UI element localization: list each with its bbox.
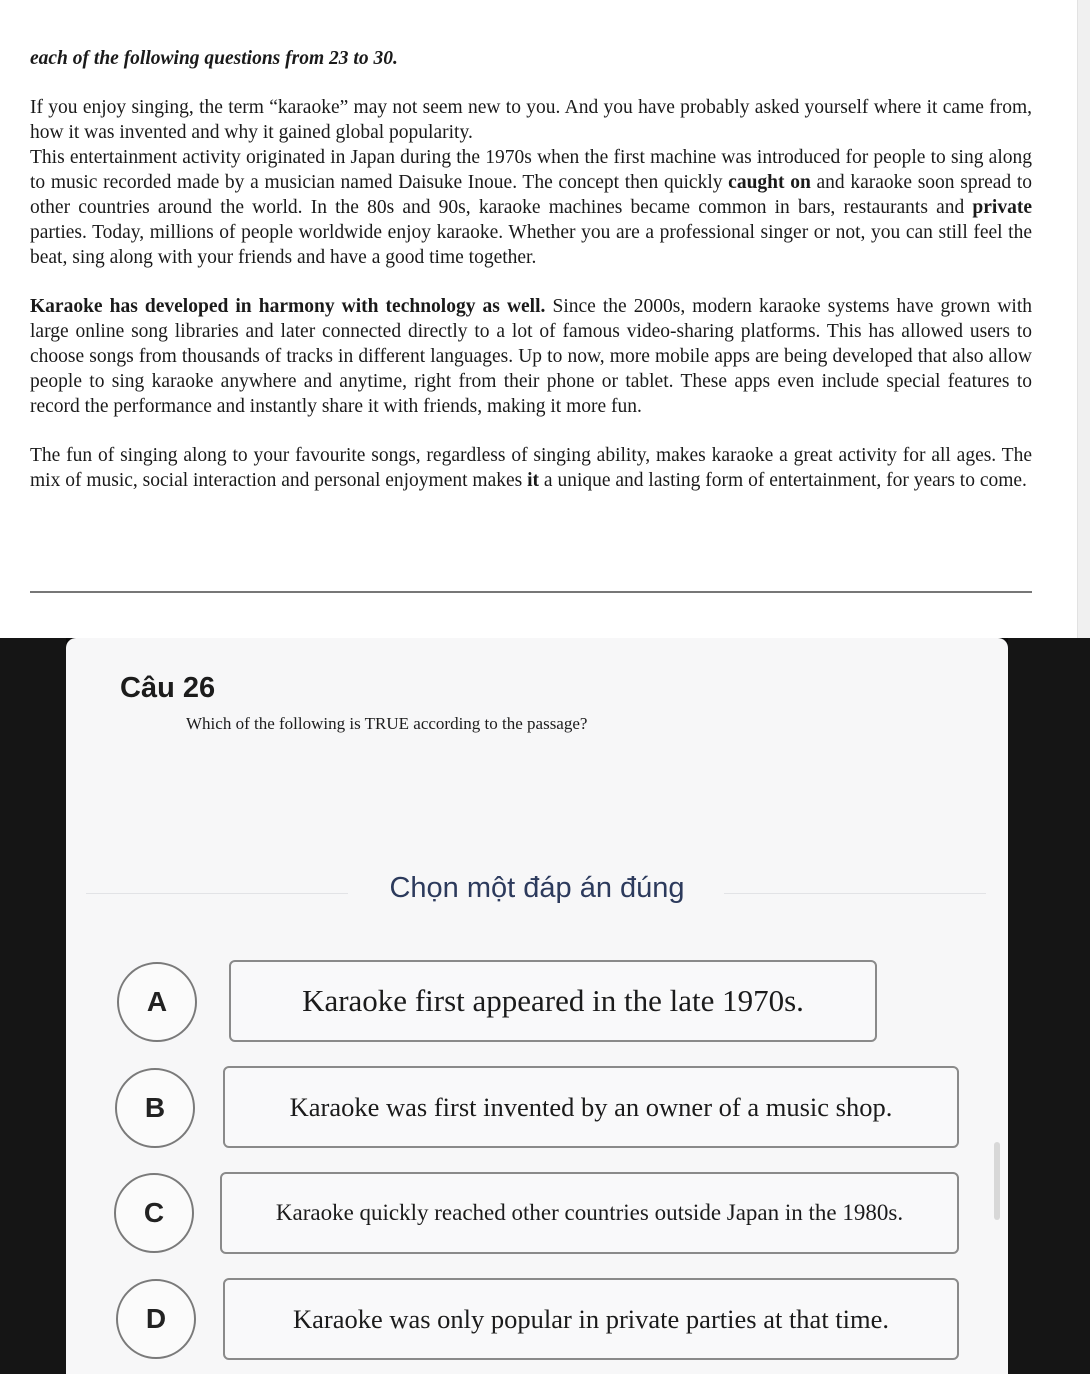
option-b-letter-button[interactable]: B bbox=[115, 1068, 195, 1148]
option-a-answer[interactable]: Karaoke first appeared in the late 1970s. bbox=[229, 960, 877, 1042]
paragraph-2-text-a: This entertainment activity originated in Japan during the 1970s when the first machine was introduced for people to sing along to music recorded made by a musician named Daisuke Inoue. The concept then quickly bbox=[30, 147, 1032, 193]
highlight-topic-sentence: Karaoke has developed in harmony with technology as well. bbox=[30, 296, 546, 317]
paragraph-4-text-a: The fun of singing along to your favourite songs, regardless of singing ability, makes karaoke a great activity for all ages. The mix of music, social interaction and personal enjoyment makes bbox=[30, 445, 1032, 491]
question-text: Which of the following is TRUE according to the passage? bbox=[186, 714, 588, 733]
answer-prompt: Chọn một đáp án đúng bbox=[389, 872, 685, 904]
question-card bbox=[66, 638, 1008, 1374]
option-c-answer[interactable]: Karaoke quickly reached other countries outside Japan in the 1980s. bbox=[220, 1172, 959, 1254]
paragraph-3-text: Since the 2000s, modern karaoke systems have grown with large online song libraries and later connected directly to a lot of famous video-sharing platforms. This has allowed users to choose songs from thousands of tracks in different languages. Up to now, more mobile apps are being developed that also allow people to sing karaoke anywhere and anytime, right from their phone or tablet. These apps even include special features to record the performance and instantly share it with friends, making it more fun. bbox=[30, 296, 1033, 417]
reading-passage bbox=[0, 0, 1090, 638]
right-margin bbox=[1008, 638, 1090, 1374]
passage-paragraph-2 bbox=[30, 145, 1032, 270]
highlight-private: private bbox=[972, 197, 1032, 218]
passage-paragraph-3 bbox=[30, 294, 1032, 419]
paragraph-2-text-b: and karaoke soon spread to other countries around the world. In the 80s and 90s, karaoke machines became common in bars, restaurants and bbox=[30, 172, 1032, 218]
option-d-answer[interactable]: Karaoke was only popular in private parties at that time. bbox=[223, 1278, 959, 1360]
paragraph-2-text-c: parties. Today, millions of people worldwide enjoy karaoke. Whether you are a professional singer or not, you can still feel the beat, sing along with your friends and have a good time together. bbox=[30, 222, 1032, 268]
option-c-letter-button[interactable]: C bbox=[114, 1173, 194, 1253]
option-a-letter-button[interactable]: A bbox=[117, 962, 197, 1042]
option-d-letter-button[interactable]: D bbox=[116, 1279, 196, 1359]
option-b-answer[interactable]: Karaoke was first invented by an owner of a music shop. bbox=[223, 1066, 959, 1148]
highlight-caught-on: caught on bbox=[728, 172, 811, 193]
passage-paragraph-1 bbox=[30, 95, 1032, 145]
passage-text bbox=[30, 46, 1032, 493]
passage-paragraph-4 bbox=[30, 443, 1032, 493]
left-margin bbox=[0, 638, 66, 1374]
passage-scrollbar[interactable] bbox=[1077, 0, 1090, 638]
passage-divider bbox=[30, 591, 1032, 593]
quiz-area bbox=[0, 638, 1090, 1374]
question-title: Câu 26 bbox=[120, 672, 216, 704]
paragraph-1-text: If you enjoy singing, the term “karaoke” may not seem new to you. And you have probably asked yourself where it came from, how it was invented and why it gained global popularity. bbox=[30, 97, 1032, 143]
quiz-scrollbar-thumb[interactable] bbox=[994, 1142, 1000, 1220]
passage-instruction: each of the following questions from 23 to 30. bbox=[30, 48, 398, 69]
highlight-it: it bbox=[527, 470, 540, 491]
paragraph-4-text-b: a unique and lasting form of entertainment, for years to come. bbox=[539, 470, 1027, 491]
